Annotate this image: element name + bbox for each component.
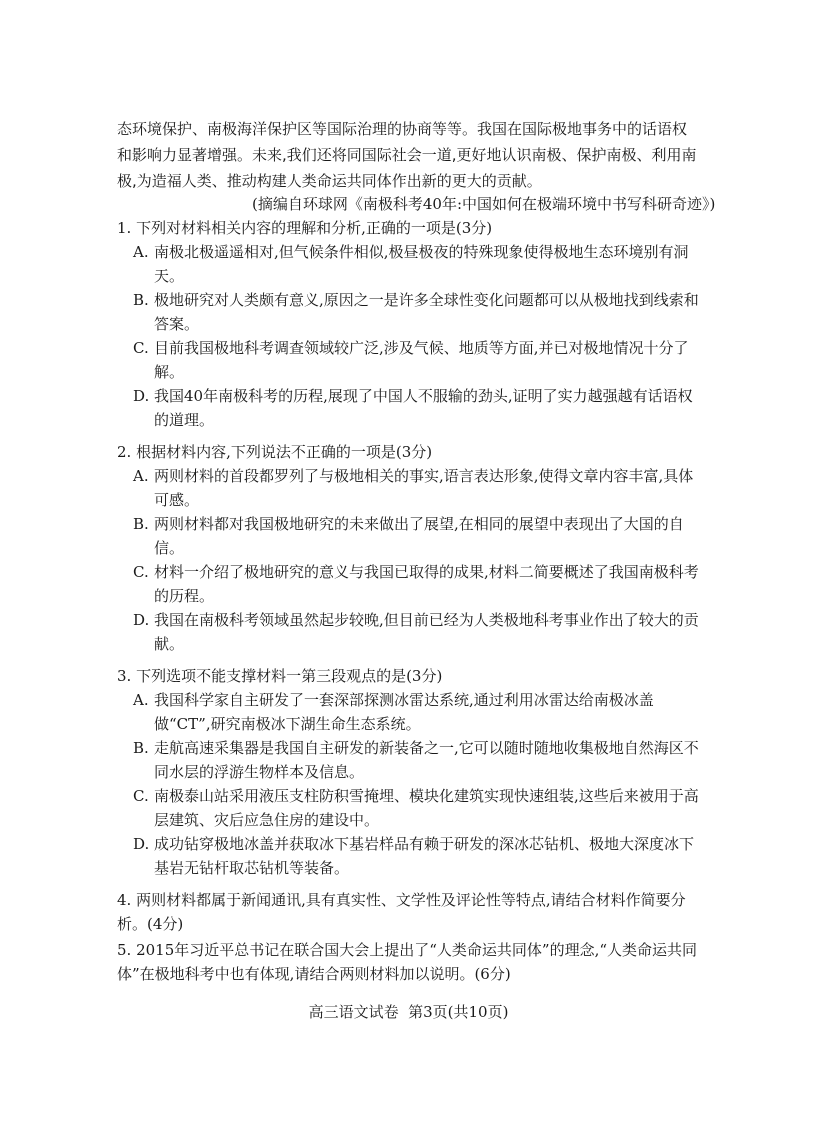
option-text: 我国科学家自主研发了一套深部探测冰雷达系统,通过利用冰雷达给南极冰盖做“CT”,研究南极冰下湖生命生态系统。: [154, 691, 654, 733]
option-label: C.: [133, 563, 149, 581]
option-c: [117, 784, 707, 832]
option-text: 我国40年南极科考的历程,展现了中国人不服输的劲头,证明了实力越强越有话语权的道理。: [154, 387, 693, 429]
option-text: 两则材料的首段都罗列了与极地相关的事实,语言表达形象,使得文章内容丰富,具体可感。: [154, 467, 694, 509]
question-5: [117, 938, 707, 986]
option-c: [117, 560, 707, 608]
option-d: [117, 608, 707, 656]
question-stem: 1. 下列对材料相关内容的理解和分析,正确的一项是(3分): [117, 219, 493, 237]
option-text: 两则材料都对我国极地研究的未来做出了展望,在相同的展望中表现出了大国的自信。: [154, 515, 684, 557]
question-3: [117, 664, 707, 880]
option-label: D.: [133, 611, 150, 629]
question-2: [117, 440, 707, 656]
option-b: [117, 512, 707, 560]
option-text: 走航高速采集器是我国自主研发的新装备之一,它可以随时随地收集极地自然海区不同水层的浮游生物样本及信息。: [154, 739, 699, 781]
option-a: [117, 464, 707, 512]
option-text: 南极泰山站采用液压支柱防积雪掩埋、模块化建筑实现快速组装,这些后来被用于高层建筑、灾后应急住房的建设中。: [154, 787, 699, 829]
option-text: 目前我国极地科考调查领域较广泛,涉及气候、地质等方面,并已对极地情况十分了解。: [154, 339, 689, 381]
question-4: [117, 888, 707, 936]
option-label: C.: [133, 339, 149, 357]
passage-source: (摘编自环球网《南极科考40年:中国如何在极端环境中书写科研奇迹》): [252, 195, 716, 213]
page-footer: 高三语文试卷 第3页(共10页): [308, 1003, 509, 1021]
option-label: D.: [133, 387, 150, 405]
option-text: 成功钻穿极地冰盖并获取冰下基岩样品有赖于研发的深冰芯钻机、极地大深度冰下基岩无钻杆取芯钻机等装备。: [154, 835, 695, 877]
option-text: 材料一介绍了极地研究的意义与我国已取得的成果,材料二简要概述了我国南极科考的历程。: [154, 563, 699, 605]
passage-continuation: [117, 116, 702, 194]
option-b: [117, 736, 707, 784]
option-label: A.: [133, 691, 149, 709]
option-d: [117, 832, 707, 880]
option-d: [117, 384, 707, 432]
question-stem: 2. 根据材料内容,下列说法不正确的一项是(3分): [117, 443, 433, 461]
option-label: A.: [133, 467, 149, 485]
option-b: [117, 288, 707, 336]
option-a: [117, 688, 707, 736]
question-1: [117, 216, 707, 432]
option-text: 我国在南极科考领域虽然起步较晚,但目前已经为人类极地科考事业作出了较大的贡献。: [154, 611, 699, 653]
option-label: B.: [133, 515, 149, 533]
option-a: [117, 240, 707, 288]
option-label: A.: [133, 243, 149, 261]
question-stem: 4. 两则材料都属于新闻通讯,具有真实性、文学性及评论性等特点,请结合材料作简要分析。(4分): [117, 891, 686, 933]
option-c: [117, 336, 707, 384]
option-text: 南极北极遥遥相对,但气候条件相似,极昼极夜的特殊现象使得极地生态环境别有洞天。: [154, 243, 689, 285]
option-label: C.: [133, 787, 149, 805]
option-label: B.: [133, 291, 149, 309]
question-stem: 3. 下列选项不能支撑材料一第三段观点的是(3分): [117, 667, 443, 685]
question-stem: 5. 2015年习近平总书记在联合国大会上提出了“人类命运共同体”的理念,“人类命运共同体”在极地科考中也有体现,请结合两则材料加以说明。(6分): [117, 941, 698, 983]
passage-line: 极,为造福人类、推动构建人类命运共同体作出新的更大的贡献。: [117, 172, 542, 190]
option-text: 极地研究对人类颇有意义,原因之一是许多全球性变化问题都可以从极地找到线索和答案。: [154, 291, 699, 333]
option-label: D.: [133, 835, 150, 853]
passage-line: 态环境保护、南极海洋保护区等国际治理的协商等等。我国在国际极地事务中的话语权: [117, 120, 688, 138]
option-label: B.: [133, 739, 149, 757]
passage-line: 和影响力显著增强。未来,我们还将同国际社会一道,更好地认识南极、保护南极、利用南: [117, 146, 697, 164]
